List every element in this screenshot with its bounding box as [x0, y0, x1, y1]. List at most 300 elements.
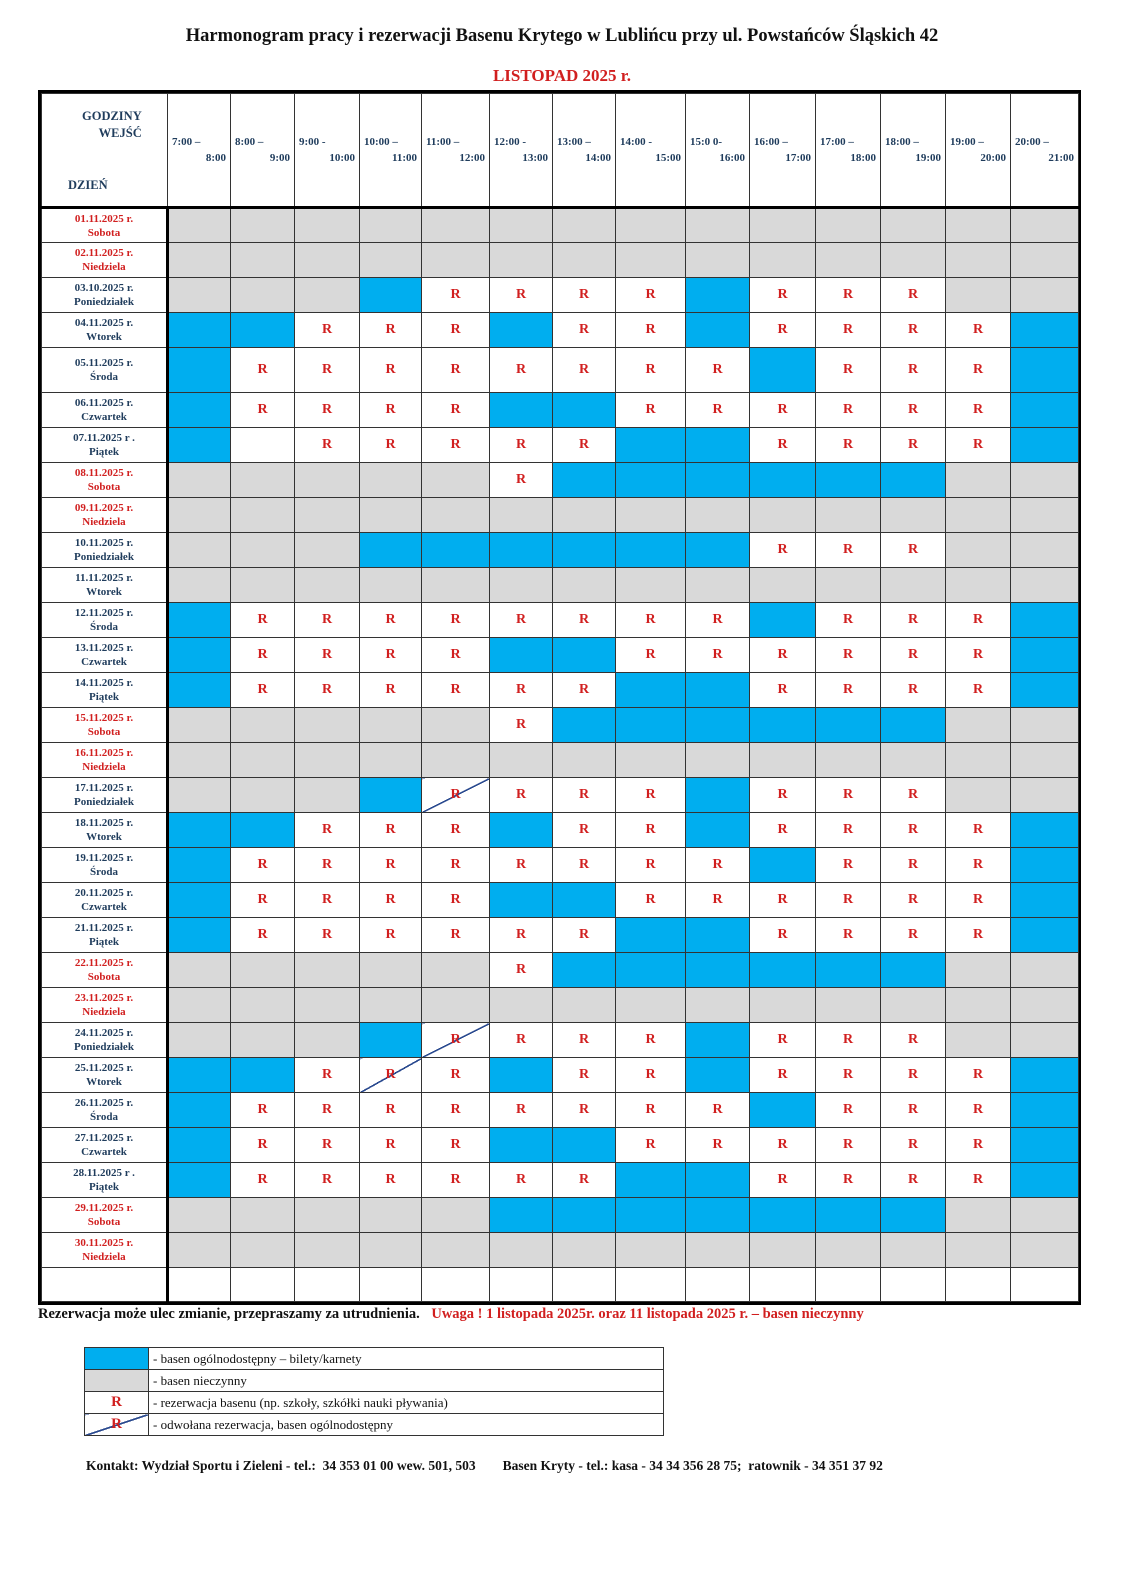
day-date: 13.11.2025 r.	[74, 642, 134, 654]
closed-cell	[1011, 1023, 1079, 1058]
open-pool-cell	[168, 918, 231, 953]
open-pool-cell	[168, 348, 231, 393]
closed-cell	[1011, 533, 1079, 568]
reservation-cell: R	[881, 313, 946, 348]
open-pool-cell	[168, 1058, 231, 1093]
open-pool-cell	[1011, 428, 1079, 463]
open-pool-cell	[686, 533, 750, 568]
closed-cell	[946, 1233, 1011, 1268]
reservation-cell: R	[490, 848, 553, 883]
legend-text: - odwołana rezerwacja, basen ogólnodostępny	[149, 1414, 664, 1436]
day-cell	[42, 278, 168, 313]
closed-cell	[422, 463, 490, 498]
reservation-cell: R	[490, 1093, 553, 1128]
reservation-cell: R	[881, 1093, 946, 1128]
reservation-cell: R	[616, 1128, 686, 1163]
open-pool-cell	[168, 848, 231, 883]
reservation-cell: R	[422, 313, 490, 348]
reservation-cell: R	[422, 1058, 490, 1093]
reservation-cell: R	[553, 778, 616, 813]
reservation-cell: R	[360, 393, 422, 428]
reservation-cell: R	[816, 883, 881, 918]
open-pool-cell	[168, 638, 231, 673]
hour-start: 13:00 –	[557, 136, 591, 148]
hour-end: 14:00	[585, 152, 611, 164]
hour-start: 9:00 -	[299, 136, 326, 148]
day-name: Poniedziałek	[74, 1041, 134, 1053]
open-pool-cell	[360, 278, 422, 313]
day-name: Piątek	[89, 446, 119, 458]
reservation-cell: R	[553, 1093, 616, 1128]
day-cell	[42, 778, 168, 813]
hour-end: 16:00	[719, 152, 745, 164]
day-cell	[42, 1058, 168, 1093]
cancelled-reservation-cell: R	[422, 1023, 490, 1058]
month-heading: LISTOPAD 2025 r.	[492, 66, 632, 85]
closed-cell	[816, 243, 881, 278]
empty-cell	[750, 1268, 816, 1302]
reservation-cell: R	[360, 918, 422, 953]
day-date: 07.11.2025 r .	[73, 432, 135, 444]
reservation-cell: R	[750, 313, 816, 348]
closed-cell	[360, 463, 422, 498]
day-date: 27.11.2025 r.	[74, 1132, 134, 1144]
closed-cell	[295, 743, 360, 778]
hour-start: 20:00 –	[1015, 136, 1049, 148]
open-pool-cell	[490, 1128, 553, 1163]
day-cell	[42, 883, 168, 918]
empty-cell	[946, 1268, 1011, 1302]
day-row	[42, 743, 1079, 778]
reservation-cell: R	[946, 348, 1011, 393]
closed-cell	[360, 988, 422, 1023]
open-pool-cell	[686, 778, 750, 813]
hour-end: 20:00	[980, 152, 1006, 164]
closed-cell	[553, 988, 616, 1023]
open-pool-cell	[750, 603, 816, 638]
empty-cell	[616, 1268, 686, 1302]
empty-cell	[422, 1268, 490, 1302]
day-row	[42, 988, 1079, 1023]
hour-end: 11:00	[391, 152, 417, 164]
day-row	[42, 883, 1079, 918]
hour-start: 10:00 –	[364, 136, 398, 148]
closed-cell	[168, 988, 231, 1023]
reservation-cell: R	[295, 918, 360, 953]
reservation-cell: R	[295, 1093, 360, 1128]
closed-cell	[816, 208, 881, 243]
day-cell	[42, 393, 168, 428]
closed-cell	[881, 1233, 946, 1268]
reservation-cell: R	[816, 1093, 881, 1128]
closed-cell	[616, 988, 686, 1023]
contact-info: Kontakt: Wydział Sportu i Zieleni - tel.: 34 353 01 00 wew. 501, 503 Basen Kryty - tel.: kasa - 34 34 356 28 75; ratownik - 34 351 37 92	[86, 1458, 883, 1473]
hour-header	[1011, 94, 1079, 208]
open-pool-cell	[490, 813, 553, 848]
closed-cell	[1011, 498, 1079, 533]
day-name: Poniedziałek	[74, 796, 134, 808]
day-cell	[42, 1198, 168, 1233]
closed-cell	[422, 1198, 490, 1233]
closed-cell	[816, 743, 881, 778]
closed-cell	[422, 208, 490, 243]
reservation-cell: R	[750, 1058, 816, 1093]
reservation-cell: R	[750, 673, 816, 708]
day-name: Niedziela	[82, 1006, 126, 1018]
closed-cell	[231, 743, 295, 778]
reservation-cell: R	[686, 883, 750, 918]
day-name: Wtorek	[86, 331, 122, 343]
reservation-cell: R	[881, 278, 946, 313]
legend-swatch	[85, 1370, 149, 1392]
day-cell	[42, 1268, 168, 1302]
reservation-cell: R	[422, 393, 490, 428]
hour-header	[750, 94, 816, 208]
hour-header	[881, 94, 946, 208]
open-pool-cell	[616, 1198, 686, 1233]
open-pool-cell	[553, 1198, 616, 1233]
closed-cell	[168, 778, 231, 813]
reservation-cell: R	[422, 428, 490, 463]
closure-warning: Uwaga ! 1 listopada 2025r. oraz 11 listopada 2025 r. – basen nieczynny	[431, 1306, 864, 1322]
reservation-cell: R	[750, 1023, 816, 1058]
day-name: Czwartek	[81, 411, 127, 423]
hour-start: 16:00 –	[754, 136, 788, 148]
closed-cell	[881, 743, 946, 778]
day-name: Piątek	[89, 936, 119, 948]
reservation-cell: R	[686, 1128, 750, 1163]
closed-cell	[168, 743, 231, 778]
hour-end: 17:00	[785, 152, 811, 164]
day-date: 29.11.2025 r.	[74, 1202, 134, 1214]
closed-cell	[168, 1198, 231, 1233]
closed-cell	[168, 278, 231, 313]
closed-cell	[231, 533, 295, 568]
closed-cell	[168, 243, 231, 278]
reservation-cell: R	[295, 1058, 360, 1093]
open-pool-cell	[1011, 313, 1079, 348]
reservation-cell: R	[881, 848, 946, 883]
reservation-cell: R	[360, 428, 422, 463]
closed-cell	[1011, 743, 1079, 778]
closed-cell	[295, 1198, 360, 1233]
closed-cell	[946, 1023, 1011, 1058]
day-name: Środa	[90, 866, 118, 878]
open-pool-cell	[686, 918, 750, 953]
day-name: Sobota	[87, 226, 121, 239]
open-pool-cell	[168, 1128, 231, 1163]
closed-cell	[750, 988, 816, 1023]
reservation-cell: R	[881, 1163, 946, 1198]
day-date: 16.11.2025 r.	[74, 747, 134, 759]
open-pool-cell	[168, 603, 231, 638]
day-cell	[42, 1093, 168, 1128]
day-name: Niedziela	[82, 1251, 126, 1263]
reservation-cell: R	[816, 848, 881, 883]
day-row	[42, 428, 1079, 463]
closed-cell	[553, 1233, 616, 1268]
reservation-cell: R	[750, 533, 816, 568]
reservation-cell: R	[360, 1128, 422, 1163]
closed-cell	[490, 568, 553, 603]
reservation-cell: R	[686, 393, 750, 428]
reservation-cell: R	[881, 603, 946, 638]
closed-cell	[422, 498, 490, 533]
day-name: Sobota	[87, 971, 121, 983]
closed-cell	[231, 463, 295, 498]
closed-cell	[231, 953, 295, 988]
closed-cell	[231, 708, 295, 743]
reservation-cell: R	[295, 348, 360, 393]
closed-cell	[881, 498, 946, 533]
reservation-cell: R	[816, 603, 881, 638]
open-pool-cell	[553, 533, 616, 568]
open-pool-cell	[1011, 673, 1079, 708]
closed-cell	[616, 498, 686, 533]
open-pool-cell	[750, 848, 816, 883]
closed-cell	[686, 568, 750, 603]
legend-row	[85, 1370, 664, 1392]
closed-cell	[360, 1198, 422, 1233]
day-date: 06.11.2025 r.	[74, 397, 134, 409]
day-date: 12.11.2025 r.	[74, 607, 134, 619]
closed-cell	[295, 988, 360, 1023]
reservation-cell: R	[750, 813, 816, 848]
open-pool-cell	[168, 1163, 231, 1198]
legend-row	[85, 1348, 664, 1370]
reservation-cell: R	[816, 313, 881, 348]
hour-end: 13:00	[522, 152, 548, 164]
closed-cell	[490, 988, 553, 1023]
day-row	[42, 813, 1079, 848]
reservation-cell: R	[231, 603, 295, 638]
reservation-cell: R	[553, 278, 616, 313]
day-name: Wtorek	[86, 1076, 122, 1088]
closed-cell	[422, 953, 490, 988]
hour-header	[816, 94, 881, 208]
closed-cell	[1011, 568, 1079, 603]
day-date: 22.11.2025 r.	[74, 957, 134, 969]
closed-cell	[422, 243, 490, 278]
reservation-cell: R	[881, 1058, 946, 1093]
page-title: Harmonogram pracy i rezerwacji Basenu Krytego w Lublińcu przy ul. Powstańców Śląskich 42	[185, 26, 939, 46]
open-pool-cell	[168, 673, 231, 708]
reservation-cell: R	[553, 1023, 616, 1058]
reservation-cell: R	[616, 278, 686, 313]
day-date: 10.11.2025 r.	[74, 537, 134, 549]
closed-cell	[360, 208, 422, 243]
empty-cell	[490, 1268, 553, 1302]
closed-cell	[360, 953, 422, 988]
closed-cell	[1011, 278, 1079, 313]
closed-cell	[1011, 708, 1079, 743]
day-cell	[42, 708, 168, 743]
reservation-cell: R	[295, 428, 360, 463]
reservation-cell: R	[816, 778, 881, 813]
reservation-cell: R	[553, 813, 616, 848]
day-cell	[42, 243, 168, 278]
closed-cell	[553, 498, 616, 533]
reservation-cell: R	[946, 918, 1011, 953]
day-name: Sobota	[87, 1216, 121, 1228]
hour-header	[231, 94, 295, 208]
reservation-cell: R	[946, 313, 1011, 348]
reservation-cell: R	[360, 638, 422, 673]
open-pool-cell	[1011, 813, 1079, 848]
reservation-cell: R	[946, 393, 1011, 428]
reservation-cell: R	[490, 603, 553, 638]
reservation-cell: R	[881, 918, 946, 953]
day-cell	[42, 348, 168, 393]
hour-end: 19:00	[915, 152, 941, 164]
closed-cell	[295, 498, 360, 533]
reservation-cell: R	[881, 778, 946, 813]
open-pool-cell	[686, 1163, 750, 1198]
empty-cell	[1011, 1268, 1079, 1302]
reservation-cell: R	[686, 1093, 750, 1128]
closed-cell	[168, 1233, 231, 1268]
open-pool-cell	[168, 813, 231, 848]
day-row	[42, 603, 1079, 638]
open-pool-cell	[490, 533, 553, 568]
day-cell	[42, 848, 168, 883]
reservation-cell: R	[881, 348, 946, 393]
reservation-cell: R	[946, 1163, 1011, 1198]
hour-end: 9:00	[269, 152, 290, 164]
change-note: Rezerwacja może ulec zmianie, przepraszamy za utrudnienia.	[38, 1306, 420, 1322]
closed-cell	[946, 208, 1011, 243]
closed-cell	[422, 988, 490, 1023]
open-pool-cell	[616, 533, 686, 568]
day-row	[42, 1058, 1079, 1093]
reservation-cell: R	[553, 313, 616, 348]
closed-cell	[750, 743, 816, 778]
hour-header	[295, 94, 360, 208]
open-pool-cell	[816, 463, 881, 498]
day-cell	[42, 918, 168, 953]
day-date: 26.11.2025 r.	[74, 1097, 134, 1109]
closed-cell	[231, 778, 295, 813]
closed-cell	[946, 708, 1011, 743]
reservation-cell: R	[553, 348, 616, 393]
closed-cell	[422, 568, 490, 603]
legend-text: - rezerwacja basenu (np. szkoły, szkółki nauki pływania)	[149, 1392, 664, 1414]
day-row	[42, 1233, 1079, 1268]
closed-cell	[750, 243, 816, 278]
reservation-cell: R	[231, 1128, 295, 1163]
hour-end: 18:00	[850, 152, 876, 164]
hour-header	[422, 94, 490, 208]
closed-cell	[295, 1233, 360, 1268]
closed-cell	[1011, 1233, 1079, 1268]
empty-cell	[295, 1268, 360, 1302]
reservation-cell: R	[231, 393, 295, 428]
day-cell	[42, 533, 168, 568]
day-cell	[42, 1163, 168, 1198]
cancelled-reservation-cell: R	[422, 778, 490, 813]
closed-cell	[490, 208, 553, 243]
open-pool-cell	[360, 533, 422, 568]
reservation-cell: R	[422, 848, 490, 883]
legend-swatch: R	[85, 1414, 149, 1436]
reservation-cell: R	[231, 848, 295, 883]
reservation-cell: R	[616, 1023, 686, 1058]
reservation-cell: R	[946, 428, 1011, 463]
day-row	[42, 848, 1079, 883]
day-row	[42, 243, 1079, 278]
legend-swatch	[85, 1348, 149, 1370]
legend-text: - basen nieczynny	[149, 1370, 664, 1392]
day-label: DZIEŃ	[68, 178, 108, 192]
closed-cell	[360, 498, 422, 533]
reservation-cell: R	[750, 278, 816, 313]
day-date: 18.11.2025 r.	[74, 817, 134, 829]
closed-cell	[231, 1023, 295, 1058]
hour-end: 8:00	[205, 152, 226, 164]
reservation-cell: R	[490, 463, 553, 498]
closed-cell	[1011, 778, 1079, 813]
reservation-cell: R	[750, 1128, 816, 1163]
open-pool-cell	[881, 463, 946, 498]
day-date: 25.11.2025 r.	[74, 1062, 134, 1074]
reservation-cell: R	[881, 533, 946, 568]
reservation-cell: R	[816, 428, 881, 463]
reservation-cell: R	[553, 428, 616, 463]
day-name: Czwartek	[81, 1146, 127, 1158]
day-row	[42, 208, 1079, 243]
day-date: 03.10.2025 r.	[74, 282, 134, 294]
open-pool-cell	[1011, 883, 1079, 918]
reservation-cell: R	[553, 918, 616, 953]
reservation-cell: R	[816, 638, 881, 673]
closed-cell	[1011, 1198, 1079, 1233]
day-row	[42, 778, 1079, 813]
open-pool-cell	[686, 953, 750, 988]
hour-header	[168, 94, 231, 208]
day-cell	[42, 568, 168, 603]
reservation-cell: R	[816, 918, 881, 953]
closed-cell	[231, 498, 295, 533]
closed-cell	[490, 743, 553, 778]
day-cell	[42, 313, 168, 348]
open-pool-cell	[616, 1163, 686, 1198]
reservation-cell: R	[816, 1163, 881, 1198]
day-date: 28.11.2025 r .	[73, 1167, 135, 1179]
reservation-cell: R	[422, 348, 490, 393]
reservation-cell: R	[750, 1163, 816, 1198]
closed-cell	[750, 568, 816, 603]
day-name: Środa	[90, 1111, 118, 1123]
day-cell	[42, 953, 168, 988]
reservation-cell: R	[295, 813, 360, 848]
open-pool-cell	[1011, 848, 1079, 883]
reservation-cell: R	[360, 348, 422, 393]
reservation-cell: R	[295, 1128, 360, 1163]
open-pool-cell	[490, 638, 553, 673]
reservation-cell: R	[881, 638, 946, 673]
day-row	[42, 278, 1079, 313]
cancelled-reservation-cell: R	[360, 1058, 422, 1093]
day-row	[42, 1198, 1079, 1233]
reservation-cell: R	[422, 1163, 490, 1198]
day-date: 23.11.2025 r.	[74, 992, 134, 1004]
reservation-cell: R	[816, 1023, 881, 1058]
reservation-cell: R	[816, 278, 881, 313]
closed-cell	[686, 743, 750, 778]
closed-cell	[946, 988, 1011, 1023]
reservation-cell: R	[553, 848, 616, 883]
reservation-cell: R	[750, 638, 816, 673]
